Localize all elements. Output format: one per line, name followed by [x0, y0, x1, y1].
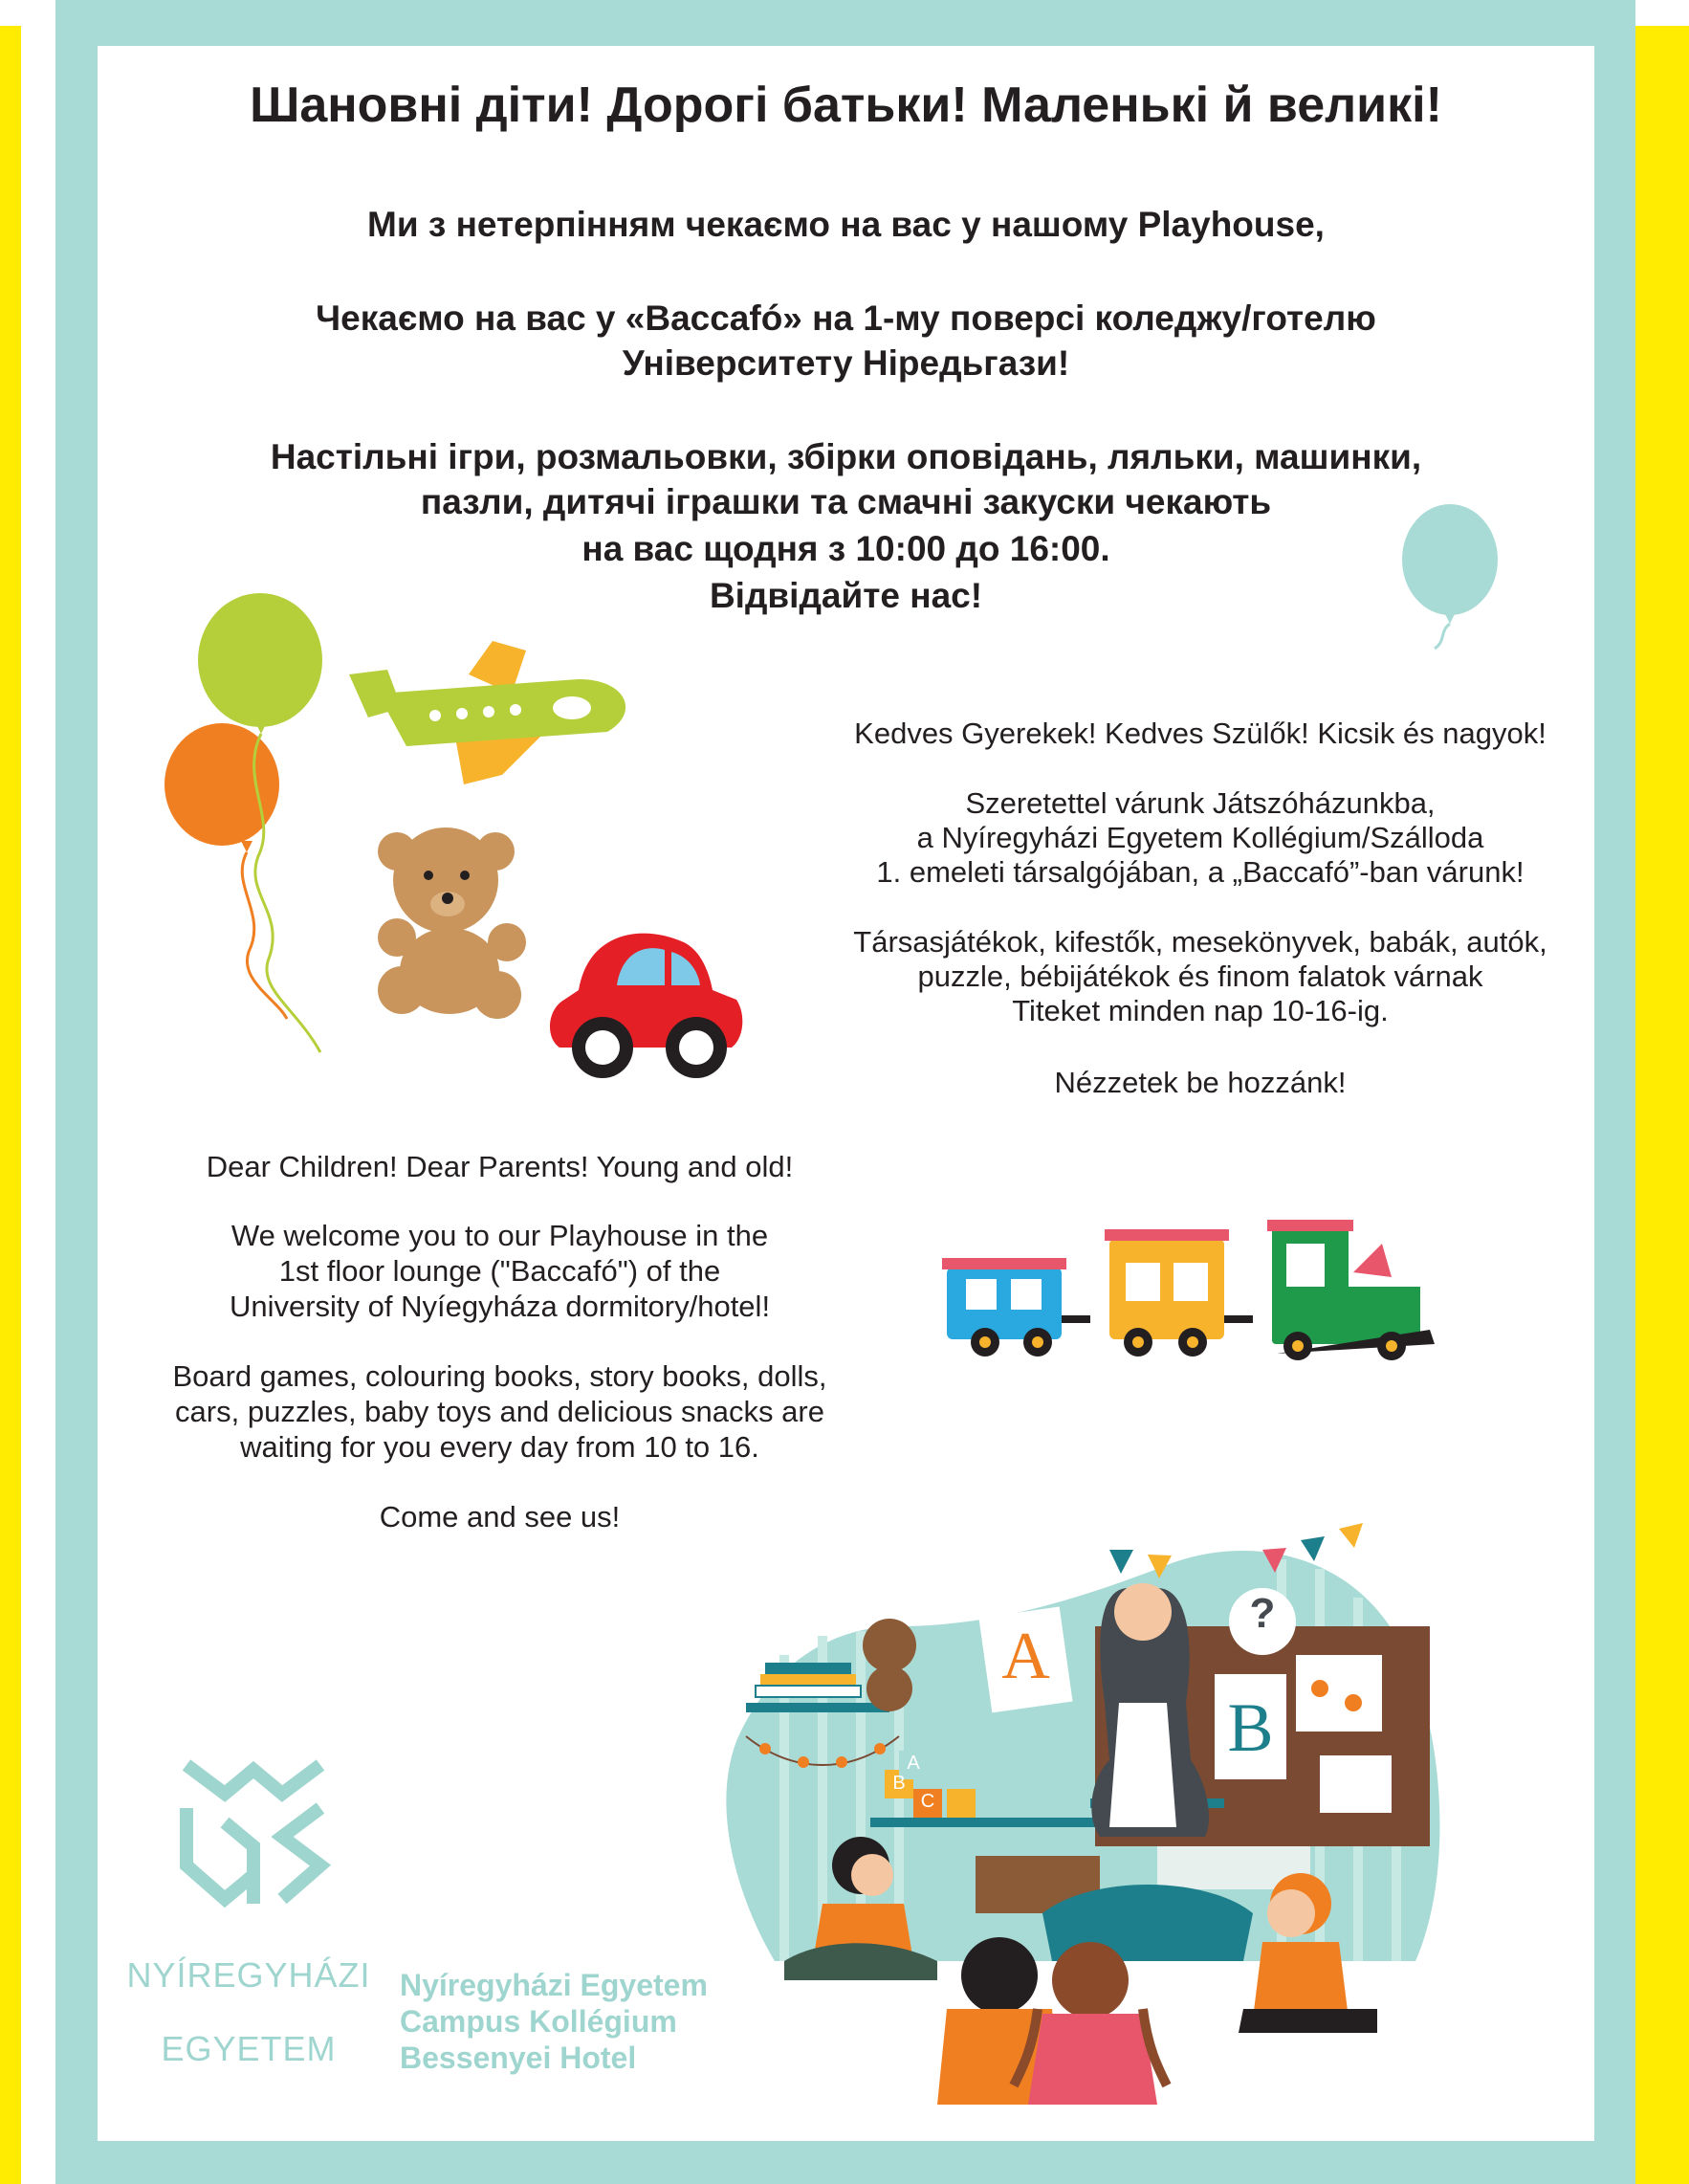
english-line-3: University of Nyíegyháza dormitory/hotel!: [229, 1290, 771, 1323]
english-greeting: Dear Children! Dear Parents! Young and old!: [206, 1150, 794, 1183]
ukrainian-line-5: пазли, дитячі іграшки та смачні закуски чекають: [420, 482, 1272, 521]
hungarian-line-6: Titeket minden nap 10-16-ig.: [1012, 994, 1389, 1027]
hungarian-line-1: Szeretettel várunk Játszóházunkba,: [965, 786, 1436, 820]
english-line-7: Come and see us!: [379, 1500, 621, 1533]
classroom-scene-icon: [708, 1511, 1454, 2124]
balloons-icon: [153, 598, 344, 1057]
ukrainian-title: Шановні діти! Дорогі батьки! Маленькі й великі!: [250, 77, 1442, 133]
card-a-letter: A: [1001, 1620, 1050, 1693]
question-mark: ?: [1249, 1590, 1276, 1637]
english-line-5: cars, puzzles, baby toys and delicious snacks are: [175, 1395, 824, 1428]
block-letter-a: A: [907, 1753, 920, 1774]
ukrainian-line-3: Університету Ніредьгази!: [622, 343, 1070, 383]
yellow-bar-right: [1635, 26, 1689, 2184]
hungarian-line-3: 1. emeleti társalgójában, a „Baccafó”-ban várunk!: [876, 855, 1524, 889]
teddy-bear-icon: [373, 827, 536, 1019]
university-logo-line-2: EGYETEM: [161, 2029, 337, 2068]
university-logo-line-1: NYÍREGYHÁZI: [126, 1955, 371, 1995]
card-b-letter: B: [1227, 1689, 1274, 1766]
teal-balloon-icon: [1396, 507, 1511, 651]
classroom-illustration: [708, 1511, 1454, 2124]
hungarian-line-4: Társasjátékok, kifestők, mesekönyvek, babák, autók,: [853, 925, 1547, 959]
yellow-bar-left: [0, 26, 21, 2184]
red-car-icon: [545, 923, 746, 1095]
university-logo-icon: [172, 1741, 335, 1932]
hungarian-greeting: Kedves Gyerekek! Kedves Szülők! Kicsik és nagyok!: [854, 717, 1546, 750]
campus-line-1: Nyíregyházi Egyetem: [400, 1968, 708, 2002]
toy-train-icon: [942, 1220, 1439, 1373]
campus-line-3: Bessenyei Hotel: [400, 2041, 637, 2075]
hungarian-line-2: a Nyíregyházi Egyetem Kollégium/Szálloda: [916, 821, 1484, 854]
ukrainian-line-2: Чекаємо на вас у «Baccafó» на 1-му поверсі коледжу/готелю: [316, 298, 1376, 338]
block-letter-c: C: [920, 1791, 935, 1812]
airplane-icon: [349, 641, 636, 804]
ukrainian-line-6: на вас щодня з 10:00 до 16:00.: [581, 529, 1110, 568]
campus-line-2: Campus Kollégium: [400, 2004, 677, 2039]
english-line-2: 1st floor lounge ("Baccafó") of the: [278, 1254, 721, 1288]
hungarian-line-7: Nézzetek be hozzánk!: [1054, 1066, 1347, 1099]
ukrainian-line-1: Ми з нетерпінням чекаємо на вас у нашому Playhouse,: [367, 205, 1325, 244]
english-line-1: We welcome you to our Playhouse in the: [230, 1219, 769, 1252]
hungarian-line-5: puzzle, bébijátékok és finom falatok várnak: [917, 960, 1483, 993]
block-letter-b: B: [892, 1773, 906, 1794]
ukrainian-line-4: Настільні ігри, розмальовки, збірки оповідань, ляльки, машинки,: [270, 437, 1422, 476]
english-line-4: Board games, colouring books, story books, dolls,: [172, 1359, 827, 1393]
english-line-6: waiting for you every day from 10 to 16.: [240, 1430, 759, 1464]
ukrainian-line-7: Відвідайте нас!: [709, 576, 983, 615]
